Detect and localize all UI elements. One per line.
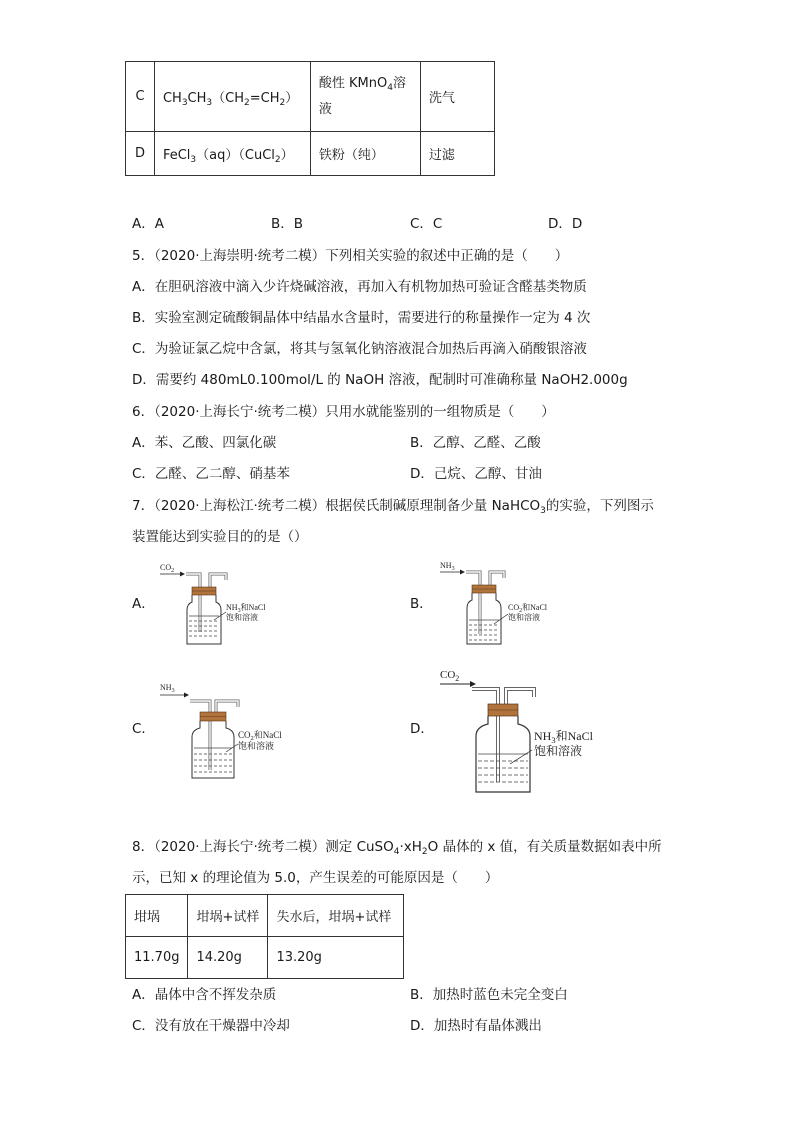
q6-stem: 6．（2020·上海长宁·统考二模）只用水就能鉴别的一组物质是（ ）	[132, 404, 555, 420]
q8-stem-line2: 示，已知 x 的理论值为 5.0，产生误差的可能原因是（ ）	[132, 870, 499, 886]
q8-stem-line1: 8．（2020·上海长宁·统考二模）测定 $CuSO_4\cdot xH_2O$ 晶体的 x 值，有关质量数据如表中所	[132, 839, 662, 857]
gas-bottle-figure-a[interactable]	[158, 560, 288, 650]
q7-stem-line1: 7．（2020·上海松江·统考二模）根据侯氏制碱原理制备少量 NaHCO$_3$的实验，下列图示	[132, 498, 654, 516]
gas-bottle-figure-b[interactable]	[438, 558, 568, 650]
solution-label: $CO_2$和NaCl	[508, 603, 548, 614]
q6-option-d[interactable]: D．己烷、乙醇、甘油	[410, 466, 542, 482]
q8-option-d[interactable]: D．加热时有晶体溅出	[410, 1018, 542, 1034]
q5-option-a[interactable]: A．在胆矾溶液中滴入少许烧碱溶液，再加入有机物加热可验证含醛基类物质	[132, 279, 587, 295]
table-cell: 13.20g	[268, 937, 404, 979]
gas-label: $CO_2$	[440, 669, 460, 683]
mass-data-table	[125, 894, 404, 979]
q6-option-c[interactable]: C．乙醛、乙二醇、硝基苯	[132, 466, 290, 482]
col-header: 坩埚	[126, 895, 188, 937]
gas-bottle-figure-c[interactable]	[158, 680, 298, 782]
reagent-cell: 铁粉（纯）	[310, 132, 420, 176]
q5-stem: 5．（2020·上海崇明·统考二模）下列相关实验的叙述中正确的是（ ）	[132, 248, 569, 264]
reagent-cell: 酸性 KMnO$_4$溶 液	[310, 62, 420, 132]
q7-stem-line2: 装置能达到实验目的的是（）	[132, 529, 308, 545]
svg-text:饱和溶液: 饱和溶液	[238, 741, 275, 751]
table-row	[126, 132, 495, 176]
q4-option-b[interactable]: B．B	[271, 216, 304, 232]
q8-option-a[interactable]: A．晶体中含不挥发杂质	[132, 987, 277, 1003]
gas-label: $CO_2$	[160, 563, 175, 574]
mixture-cell: FeCl$_3$（aq）（CuCl$_2$）	[154, 132, 310, 176]
q8-option-c[interactable]: C．没有放在干燥器中冷却	[132, 1018, 290, 1034]
bottle	[192, 721, 234, 778]
method-cell: 洗气	[420, 62, 494, 132]
svg-text:饱和溶液: 饱和溶液	[226, 613, 258, 622]
table-cell: 11.70g	[126, 937, 188, 979]
table-cell: 14.20g	[188, 937, 268, 979]
q6-option-a[interactable]: A．苯、乙酸、四氯化碳	[132, 435, 277, 451]
solution-label: $NH_3$和NaCl	[226, 603, 266, 614]
table-header-row	[126, 895, 404, 937]
svg-text:饱和溶液: 饱和溶液	[534, 744, 583, 758]
gas-bottle-figure-d[interactable]	[436, 664, 616, 796]
method-cell: 过滤	[420, 132, 494, 176]
gas-label: $NH_3$	[160, 683, 175, 694]
q7-option-a-label[interactable]: A．	[132, 596, 155, 612]
q4-option-a[interactable]: A．A	[132, 216, 164, 232]
col-header: 失水后，坩埚+试样	[268, 895, 404, 937]
q5-option-d[interactable]: D．需要约 480mL0.100mol/L 的 NaOH 溶液，配制时可准确称量 NaOH2.000g	[132, 372, 628, 388]
col-header: 坩埚+试样	[188, 895, 268, 937]
table-row	[126, 62, 495, 132]
q5-option-c[interactable]: C．为验证氯乙烷中含氯，将其与氢氧化钠溶液混合加热后再滴入硝酸银溶液	[132, 341, 587, 357]
bottle	[187, 595, 221, 644]
row-label: D	[126, 132, 155, 176]
solution-label: $CO_2$和NaCl	[238, 730, 282, 742]
q5-option-b[interactable]: B．实验室测定硫酸铜晶体中结晶水含量时，需要进行的称量操作一定为 4 次	[132, 310, 591, 326]
reagent-table	[125, 61, 495, 176]
q7-option-c-label[interactable]: C．	[132, 721, 155, 737]
q6-option-b[interactable]: B．乙醇、乙醛、乙酸	[410, 435, 541, 451]
table-row	[126, 937, 404, 979]
q7-option-d-label[interactable]: D．	[410, 721, 434, 737]
bottle	[467, 593, 501, 644]
q7-option-b-label[interactable]: B．	[410, 596, 433, 612]
q4-option-d[interactable]: D．D	[548, 216, 583, 232]
solution-label: $NH_3$和NaCl	[534, 729, 593, 745]
mixture-cell: $CH_3CH_3(CH_2=CH_2)$	[154, 62, 310, 132]
svg-text:饱和溶液: 饱和溶液	[508, 613, 540, 622]
row-label: C	[126, 62, 155, 132]
q8-option-b[interactable]: B．加热时蓝色未完全变白	[410, 987, 568, 1003]
gas-label: $NH_3$	[440, 561, 455, 572]
q4-option-c[interactable]: C．C	[410, 216, 443, 232]
